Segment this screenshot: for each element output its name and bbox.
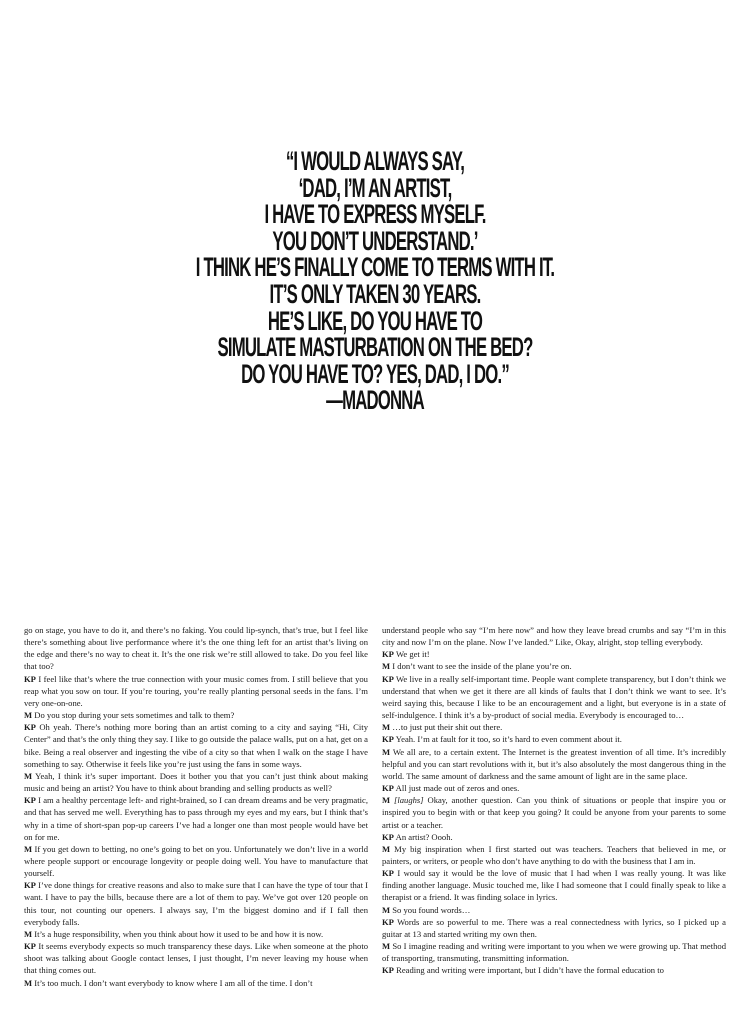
pull-quote-line: “I WOULD ALWAYS SAY, [285,146,465,176]
interview-paragraph [382,940,726,964]
speaker-initials: M [24,928,33,939]
interview-paragraph [24,879,368,928]
paragraph-text: Yeah, I think it’s super important. Does it bother you that you can’t just think about making music and being an artist? You have to think about branding and selling products as well? [24,770,368,794]
speaker-initials: M [24,710,33,721]
speaker-initials: M [382,795,391,806]
pull-quote-line: DO YOU HAVE TO? YES, DAD, I DO.” [241,358,509,389]
pull-quote [143,148,608,414]
paragraph-text: It seems everybody expects so much transparency these days. Like when someone at the photo shoot was talking about Google contact lenses, I just thought, I’m never leaving my house when that thing comes out. [24,941,369,976]
interview-paragraph [24,940,368,976]
speaker-initials: M [382,661,391,672]
interview-paragraph [24,928,368,940]
speaker-initials: KP [382,734,394,745]
interview-paragraph [382,782,726,794]
paragraph-text: understand people who say “I’m here now” and how they leave bread crumbs and say “I’m in this city and now I’m on the plane. Now I’ve landed.” Like, Okay, alright, stop telling everybody. [382,625,726,648]
paragraph-text: So you found words… [392,904,471,915]
speaker-initials: KP [24,941,36,952]
interview-paragraph [382,867,726,903]
paragraph-text: We all are, to a certain extent. The Internet is the greatest invention of all time. It’s incredibly helpful and you can start revolutions with it, but it’s also absolutely the most dangerous thing in the world. The same amount of darkness and the same amount of light are in the same place. [382,746,726,781]
paragraph-text: It’s too much. I don’t want everybody to know where I am all of the time. I don’t [34,977,313,988]
paragraph-text: Words are so powerful to me. There was a real connectedness with lyrics, so I picked up a guitar at 13 and started writing my own then. [382,916,726,939]
speaker-initials: KP [24,880,36,891]
pull-quote-attribution: —MADONNA [326,385,424,416]
interview-paragraph [382,660,726,672]
paragraph-text: Yeah. I’m at fault for it too, so it’s hard to even comment about it. [395,734,622,745]
paragraph-text: I’ve done things for creative reasons and also to make sure that I can have the type of tour that I want. I have to pay the bills, because there are a lot of them to pay. We’ve got over 120 people on this tour, not counting our openers. I always say, I’m the biggest domino and if I fall then everybody falls. [24,880,368,927]
speaker-initials: M [382,941,391,952]
paragraph-text: Reading and writing were important, but I didn’t have the formal education to [396,965,664,976]
speaker-initials: M [382,722,391,733]
paragraph-text: I don’t want to see the inside of the plane you’re on. [392,661,572,672]
interview-paragraph [24,843,368,879]
speaker-initials: KP [382,783,394,794]
pull-quote-line: SIMULATE MASTURBATION ON THE BED? [217,332,533,363]
pull-quote-line: I HAVE TO EXPRESS MYSELF. [264,199,486,230]
paragraph-text: I feel like that’s where the true connection with your music comes from. I still believe that you reap what you sow on tour. If you’re touring, you’re really planting personal seeds in the fans. I’m very one-on-one. [24,673,368,708]
interview-paragraph [382,904,726,916]
interview-paragraph [382,733,726,745]
interview-columns [24,624,726,989]
interview-paragraph [382,648,726,660]
paragraph-text: So I imagine reading and writing were important to you when we were growing up. That method of transporting, transmuting, transmitting information. [382,941,726,964]
paragraph-text: We get it! [395,649,430,660]
interview-paragraph [382,831,726,843]
interview-paragraph [382,843,726,867]
interview-paragraph [24,977,368,989]
paragraph-text: go on stage, you have to do it, and there’s no faking. You could lip-synch, that’s true, but I feel like there’s something about live performance where it’s the one thing left for an artist that’s living on the edge and there’s no way to cheat it. It’s the one risk we’re still allowed to take. Do you feel like that too? [24,625,368,672]
stage-direction: [laughs] [394,795,424,806]
interview-paragraph [24,709,368,721]
paragraph-text: I would say it would be the love of music that I had when I was really young. It was like finding another language. Music touched me, like I had someone that I could finally speak to like a therapist or a friend. It was finding solace in lyrics. [382,868,726,903]
paragraph-text: I am a healthy percentage left- and right-brained, so I can dream dreams and be very pragmatic, and that has served me well. Everything has to pass through my eyes and my ears, but I think that’s why in a time of short-span pop-up careers I’ve had a longer one than most people would have bet on for me. [24,795,368,842]
speaker-initials: M [24,977,33,988]
paragraph-text: …to just put their shit out there. [392,722,503,733]
paragraph-text: All just made out of zeros and ones. [395,783,520,794]
paragraph-text: Do you stop during your sets sometimes and talk to them? [34,710,235,721]
pull-quote-line: YOU DON’T UNDERSTAND.’ [272,225,478,256]
interview-paragraph [382,673,726,722]
speaker-initials: M [24,770,33,781]
left-column [24,624,368,989]
pull-quote-line: IT’S ONLY TAKEN 30 YEARS. [269,278,481,309]
speaker-initials: M [382,843,391,854]
interview-paragraph [24,624,368,673]
interview-paragraph [24,794,368,843]
paragraph-text: Oh yeah. There’s nothing more boring than an artist coming to a city and saying “Hi, City Center” and that’s the only thing they say. I like to go outside the palace walls, put on a hat, get on a bike. Being a real observer and ingesting the vibe of a city so that when I walk on the stage I have something to say. Otherwise it feels like you’re just using the fans in some ways. [24,722,368,769]
speaker-initials: KP [382,916,394,927]
speaker-initials: M [24,843,33,854]
interview-paragraph [382,964,726,976]
speaker-initials: M [382,746,391,757]
interview-paragraph [382,746,726,782]
speaker-initials: KP [382,831,394,842]
interview-paragraph [24,721,368,770]
speaker-initials: M [382,904,391,915]
interview-paragraph [382,794,726,830]
speaker-initials: KP [382,868,394,879]
speaker-initials: KP [382,965,394,976]
pull-quote-line: I THINK HE’S FINALLY COME TO TERMS WITH IT. [195,252,555,283]
interview-paragraph [382,721,726,733]
pull-quote-line: ‘DAD, I’M AN ARTIST, [298,172,452,203]
paragraph-text: We live in a really self-important time. People want complete transparency, but I don’t think we understand that when we get it there are all kinds of faults that I don’t think we want to see. It’s weird saying this, because I like to be an encouragement and a light, but everyone is in a state of self-indulgence. I think it’s a by-product of social media. Everybody is encouraged to… [382,673,726,721]
pull-quote-line: HE’S LIKE, DO YOU HAVE TO [267,305,483,336]
paragraph-text: It’s a huge responsibility, when you think about how it used to be and how it is now. [34,928,324,939]
paragraph-text: An artist? Oooh. [395,831,453,842]
paragraph-text: If you get down to betting, no one’s going to bet on you. Unfortunately we don’t live in a world where people support or encourage longevity or people doing well. You have to manufacture that yourself. [24,843,368,879]
interview-paragraph [24,673,368,709]
interview-paragraph [24,770,368,794]
speaker-initials: KP [24,722,36,733]
speaker-initials: KP [24,795,36,806]
interview-paragraph [382,624,726,648]
right-column [382,624,726,989]
paragraph-text: Okay, another question. Can you think of situations or people that inspire you or inspired you to begin with or that keep you going? It could be anyone from your parents to some artist or a teacher. [382,795,726,830]
paragraph-text: My big inspiration when I first started out was teachers. Teachers that believed in me, or painters, or writers, or people who don’t have anything to do with the business that I am in. [382,843,726,866]
speaker-initials: KP [382,673,394,684]
interview-paragraph [382,916,726,940]
speaker-initials: KP [382,649,394,660]
speaker-initials: KP [24,673,36,684]
